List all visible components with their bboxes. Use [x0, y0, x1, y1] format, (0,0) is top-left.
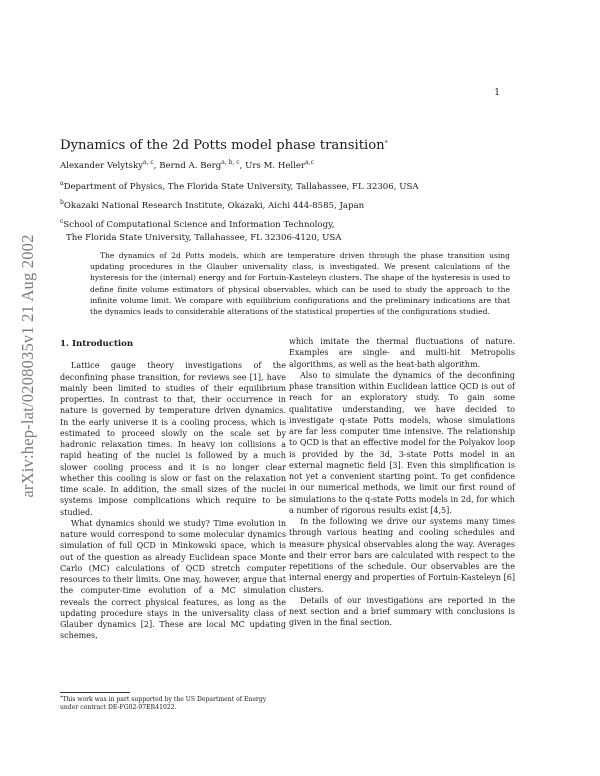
left-column: [60, 339, 286, 642]
footnote-mark: *: [60, 696, 63, 701]
arxiv-side-stamp: arXiv:hep-lat/0208035v1 21 Aug 2002: [18, 234, 37, 498]
affiliation-c: [60, 216, 342, 244]
title-footnote-mark: *: [384, 140, 388, 147]
author-2-affil: a, b, c: [221, 159, 240, 166]
paper-title: [60, 138, 388, 153]
affiliation-text-line2: The Florida State University, Tallahassee, FL 32306-4120, USA: [66, 232, 342, 243]
footnote-rule: [60, 692, 130, 693]
author-1-affil: a, c: [143, 159, 154, 166]
paragraph: In the following we drive our systems many times through various heating and cooling schedules and measure physical observables along the way. Averages and their error bars are calculated with respect to the repetitions of the schedule. Our observables are the internal energy and properties of Fortuin-Kasteleyn [6] clusters.: [289, 517, 515, 594]
affiliation-mark: c: [60, 218, 64, 225]
footnote-text: This work was in part supported by the US Department of Energy under contract DE-FG02-97ER41022.: [60, 696, 267, 712]
affiliation-text: Department of Physics, The Florida State University, Tallahassee, FL 32306, USA: [63, 182, 419, 192]
author-list: [60, 159, 314, 171]
paragraph: Lattice gauge theory investigations of the deconfining phase transition, for reviews see [1], have mainly been limited to studies of their equilibrium properties. In contrast to that, their occurrence in nature is governed by temperature driven dynamics. In the early universe it is a cooling process, which is estimated to proceed slowly on the scale set by hadronic relaxation times. In heavy ion collisions a rapid heating of the nuclei is followed by a much slower cooling process and it is no longer clear whether this cooling is slow or fast on the relaxation time scale. In addition, the small sizes of the nuclei systems impose complications which require to be studied.: [60, 361, 286, 517]
right-column: [289, 336, 515, 629]
affiliation-b: [60, 197, 364, 213]
affiliation-mark: a: [60, 180, 64, 187]
paragraph: Details of our investigations are reported in the next section and a brief summary with conclusions is given in the final section.: [289, 595, 515, 628]
page-number: 1: [494, 88, 500, 98]
abstract: The dynamics of 2d Potts models, which are temperature driven through the phase transition using updating procedures in the Glauber universality class, is investigated. We present calculations of the hysteresis for the (internal) energy and for Fortuin-Kasteleyn clusters. The shape of the hysteresis is used to define finite volume estimators of physical observables, which can be used to study the approach to the infinite volume limit. We compare with equilibrium configurations and the preliminary indications are that the dynamics leads to considerable alterations of the statistical properties of the configurations studied.: [90, 251, 510, 317]
affiliation-a: [60, 178, 419, 194]
footnote: [60, 695, 286, 713]
paragraph: which imitate the thermal fluctuations of nature. Examples are single- and multi-hit Metropolis algorithms, as well as the heat-bath algorithm.: [289, 337, 515, 369]
author-3-affil: a,c: [305, 159, 314, 166]
author-2: , Bernd A. Berg: [153, 161, 222, 171]
affiliation-text: School of Computational Science and Information Technology,: [63, 220, 335, 230]
author-3: , Urs M. Heller: [239, 161, 306, 171]
section-heading: 1. Introduction: [60, 339, 134, 349]
affiliation-mark: b: [60, 199, 64, 206]
paper-title-text: Dynamics of the 2d Potts model phase transition: [60, 138, 385, 153]
paragraph: What dynamics should we study? Time evolution in nature would correspond to some molecular dynamics simulation of full QCD in Minkowski space, which is out of the question as already Euclidean space Monte Carlo (MC) calculations of QCD stretch computer resources to their limits. One may, however, argue that the computer-time evolution of a MC simulation reveals the correct physical features, as long as the updating procedure stays in the universality class of Glauber dynamics [2]. These are local MC updating schemes,: [60, 518, 286, 641]
author-1: Alexander Velytsky: [60, 161, 144, 171]
affiliation-text: Okazaki National Research Institute, Okazaki, Aichi 444-8585, Japan: [63, 201, 365, 211]
paragraph: Also to simulate the dynamics of the deconfining phase transition within Euclidean lattice QCD is out of reach for an exploratory study. To gain some qualitative understanding, we have decided to investigate q-state Potts models, whose simulations are far less computer time intensive. The relationship to QCD is that an effective model for the Polyakov loop is provided by the 3d, 3-state Potts model in an external magnetic field [3]. Even this simplification is not yet a convenient starting point. To get confidence in our numerical methods, we limit our first round of simulations to the q-state Potts models in 2d, for which a number of rigorous results exist [4,5].: [289, 370, 515, 515]
